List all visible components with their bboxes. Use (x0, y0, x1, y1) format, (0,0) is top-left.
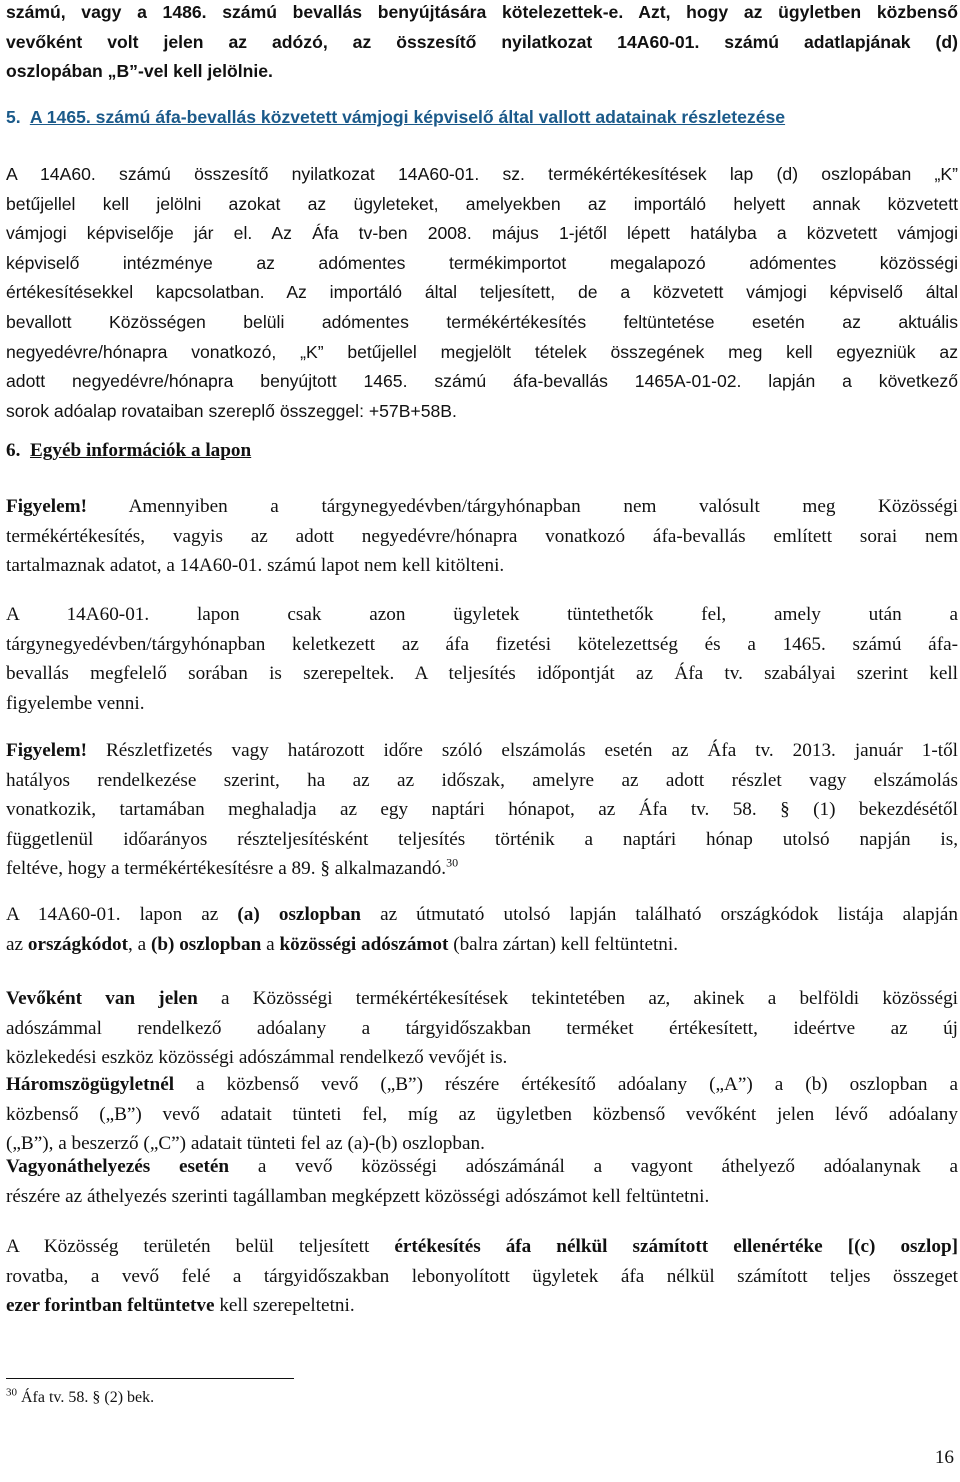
text-line: tárgynegyedévben/tárgyhónapban keletkezett az áfa fizetési kötelezettség és a 1465. számú áfa- (6, 633, 958, 655)
text-line: betűjellel kell jelölni azokat az ügyleteket, amelyekben az importáló helyett annak közvetett (6, 193, 958, 214)
warning-label: Figyelem! (6, 740, 87, 761)
text-line: bevallás megfelelő sorában is szerepeltek. A teljesítés időpontját az Áfa tv. szabályai szerint kell (6, 663, 958, 684)
footnote-reference[interactable]: 30 (446, 855, 459, 870)
text-run: (balra zártan) kell feltüntetni. (448, 933, 679, 955)
text-run: A 14A60-01. lapon az (6, 904, 238, 925)
text-run: a vevő közösségi adószámánál a vagyont áthelyező adóalanynak a (229, 1156, 958, 1177)
intro-paragraph (6, 0, 958, 87)
text-line: vonatkozik, tartamában meghaladja az egy naptári hónapot, az Áfa tv. 58. § (1) bekezdésétől (6, 799, 958, 820)
buyer-paragraph (6, 984, 958, 1073)
text-line: negyedévre/hónapra vonatkozó, „K” betűjellel megjelölt tételek összegének meg kell egyezniük az (6, 341, 958, 362)
section-number: 5. (6, 107, 21, 127)
text-run: a (261, 933, 280, 955)
text-run-bold: Vevőként van jelen (6, 988, 198, 1009)
warning-paragraph-1 (6, 492, 958, 581)
section-title: A 1465. számú áfa-bevallás közvetett vámjogi képviselő által vallott adatainak részletezése (29, 107, 786, 127)
text-run: a közbenső vevő („B”) részére értékesítő adóalany („A”) a (b) oszlopban a (174, 1074, 958, 1095)
text-line: oszlopában „B”-vel kell jelölnie. (6, 61, 273, 81)
footnote-separator (6, 1378, 294, 1379)
section-title: Egyéb információk a lapon (29, 440, 252, 461)
text-run: a Közösségi termékértékesítések tekintetében az, akinek a belföldi közösségi (197, 988, 958, 1009)
section-6-heading (6, 436, 958, 466)
warning-label: Figyelem! (6, 496, 87, 517)
text-line: közbenső („B”) vevő adatait tünteti fel, míg az ügyletben közbenső vevőként jelen lévő adóalany (6, 1103, 958, 1125)
section-5-heading (6, 103, 958, 133)
text-line: figyelembe venni. (6, 692, 145, 714)
footnote-text: Áfa tv. 58. § (2) bek. (21, 1389, 155, 1406)
text-run-bold: közösségi adószámot (279, 933, 449, 955)
text-line: adószámmal rendelkező adóalany a tárgyidőszakban terméket értékesített, ideértve az új (6, 1017, 958, 1039)
text-line: adott negyedévre/hónapra benyújtott 1465. számú áfa-bevallás 1465A-01-02. lapján a következő (6, 371, 958, 392)
text-run-bold: Vagyonáthelyezés esetén (6, 1156, 230, 1177)
text-run-bold: Háromszögügyletnél (6, 1074, 175, 1095)
section-5-body (6, 160, 958, 426)
triangular-paragraph (6, 1070, 958, 1159)
text-line: („B”), a beszerző („C”) adatait tünteti fel az (a)-(b) oszlopban. (6, 1133, 485, 1154)
transfer-paragraph (6, 1152, 958, 1211)
text-line: tartalmaznak adatot, a 14A60-01. számú lapot nem kell kitölteni. (6, 555, 505, 576)
text-line: Amennyiben a tárgynegyedévben/tárgyhónapban nem valósult meg Közösségi (128, 496, 958, 517)
text-run: kell szerepeltetni. (214, 1295, 355, 1316)
text-run: A Közösség területén belül teljesített (6, 1236, 395, 1257)
text-line: részére az áthelyezés szerinti tagállamban megképzett közösségi adószámot kell feltüntetni. (6, 1185, 710, 1207)
text-line: képviselő intézménye az adómentes termékimportot megalapozó adómentes közösségi (6, 252, 958, 273)
text-run: az (6, 933, 28, 955)
text-run-bold: értékesítés áfa nélkül számított ellenértéke [(c) oszlop] (394, 1236, 959, 1257)
text-run-bold: (b) oszlopban (150, 933, 262, 955)
text-run-bold: ezer forintban feltüntetve (6, 1295, 215, 1316)
warning-paragraph-2 (6, 736, 958, 884)
text-run: , a (128, 933, 151, 955)
text-line: rovatba, a vevő felé a tárgyidőszakban lebonyolított ügyletek áfa nélkül számított teljes összeget (6, 1265, 958, 1287)
text-line: sorok adóalap rovataiban szereplő összeggel: +57B+58B. (6, 400, 457, 421)
text-line: feltéve, hogy a termékértékesítésre a 89. § alkalmazandó. (6, 858, 447, 879)
footnote (6, 1388, 154, 1408)
text-run-bold: (a) oszlopban (237, 904, 361, 925)
footnote-number: 30 (6, 1386, 17, 1399)
text-line: értékesítésekkel kapcsolatban. Az importáló által teljesített, de a közvetett vámjogi képviselő által (6, 282, 958, 303)
text-line: Részletfizetés vagy határozott időre szóló elszámolás esetén az Áfa tv. 2013. január 1-től (105, 740, 958, 761)
lap-paragraph (6, 600, 958, 718)
text-line: vámjogi képviselője jár el. Az Áfa tv-ben 2008. május 1-jétől lépett hatályba a közvetett vámjogi (6, 223, 958, 244)
text-line: bevallott Közösségen belüli adómentes termékértékesítés feltüntetése esetén az aktuális (6, 311, 958, 332)
section-number: 6. (6, 440, 21, 461)
text-line: termékértékesítés, vagyis az adott negyedévre/hónapra vonatkozó áfa-bevallás említett sorai nem (6, 525, 958, 547)
text-line: számú, vagy a 1486. számú bevallás benyújtására kötelezettek-e. Azt, hogy az ügyletben közbenső (6, 2, 958, 22)
page-number: 16 (934, 1447, 954, 1468)
columns-paragraph (6, 900, 958, 959)
community-paragraph (6, 1232, 958, 1321)
text-line: függetlenül időarányos részteljesítésként teljesítés történik a naptári hónap utolsó napján is, (6, 828, 958, 850)
text-line: hatályos rendelkezése szerint, ha az az időszak, amelyre az adott részlet vagy elszámolás (6, 769, 958, 791)
text-run-bold: országkódot (27, 933, 129, 955)
text-line: vevőként volt jelen az adózó, az összesítő nyilatkozat 14A60-01. számú adatlapjának (d) (6, 31, 958, 52)
text-line: közlekedési eszköz közösségi adószámmal rendelkező vevőjét is. (6, 1047, 508, 1068)
text-line: A 14A60-01. lapon csak azon ügyletek tüntethetők fel, amely után a (6, 604, 958, 625)
text-line: A 14A60. számú összesítő nyilatkozat 14A60-01. sz. termékértékesítések lap (d) oszlopában „K” (6, 164, 958, 184)
text-run: az útmutató utolsó lapján található országkódok listája alapján (360, 904, 959, 925)
